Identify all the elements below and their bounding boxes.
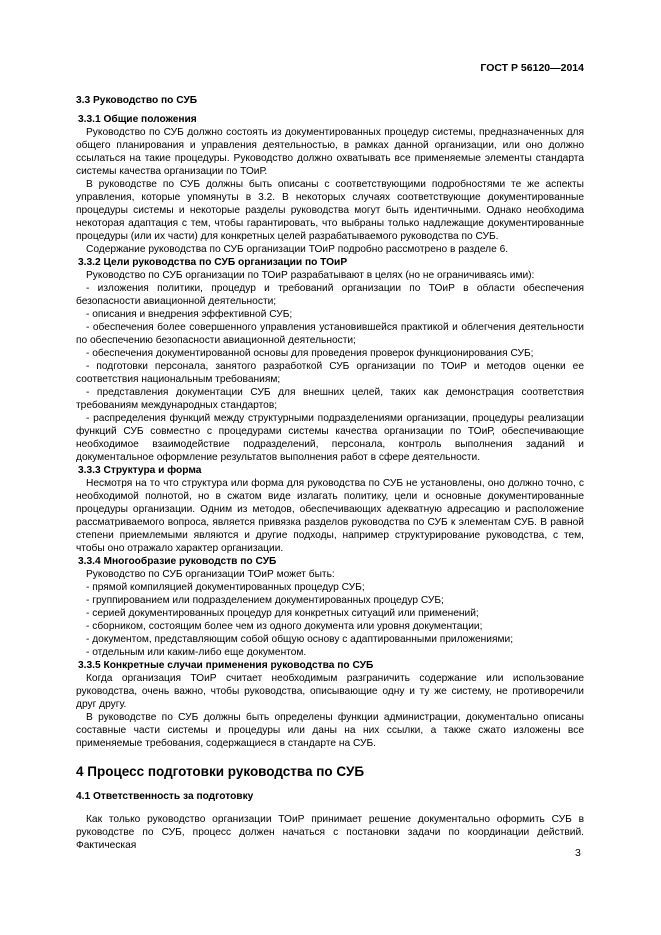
document-body [76, 94, 584, 852]
list-item: - прямой компиляцией документированных процедур СУБ; [86, 582, 365, 593]
paragraph: Как только руководство организации ТОиР принимает решение документально оформить СУБ в руководстве по СУБ, процесс должен начаться с постановки задачи по координации действий. Фактическая [76, 814, 584, 851]
list-item: - изложения политики, процедур и требований организации по ТОиР в области обеспечения безопасности авиационной деятельности; [76, 283, 584, 307]
subsection-heading-3-3-4: 3.3.4 Многообразие руководств по СУБ [78, 556, 277, 567]
subsection-heading-3-3-3: 3.3.3 Структура и форма [78, 465, 202, 476]
list-item: - обеспечения более совершенного управления установившейся практикой и облегчения деятельности по обеспечению безопасности авиационной деятельности; [76, 322, 584, 346]
paragraph: Содержание руководства по СУБ организации ТОиР подробно рассмотрено в разделе 6. [86, 244, 509, 255]
list-item: - сборником, состоящим более чем из одного документа или уровня документации; [86, 621, 483, 632]
paragraph: Когда организация ТОиР считает необходимым разграничить содержание или использование руководства, очень важно, чтобы руководства, описывающие одну и ту же систему, не противоречили друг другу. [76, 673, 584, 710]
list-item: - отдельным или каким-либо еще документом. [86, 647, 307, 658]
paragraph: В руководстве по СУБ должны быть описаны с соответствующими подробностями те же аспекты управления, которые упомянуты в 3.2. В некоторых случаях соответствующие документированные процедуры системы и некоторые разделы руководства могут быть идентичными. Однако необходима некоторая адаптация с тем, чтобы гарантировать, что выбраны только надлежащие документированные процедуры (или их части) для конкретных целей разрабатываемого руководства по СУБ. [76, 179, 584, 242]
list-item: - документом, представляющим собой общую основу с адаптированными приложениями; [86, 634, 514, 645]
paragraph: В руководстве по СУБ должны быть определены функции администрации, документально описаны составные части системы и процедуры или даны на них ссылки, а также сжато изложены все применяемые требования, содержащиеся в стандарте на СУБ. [76, 712, 584, 749]
section-heading-4: 4 Процесс подготовки руководства по СУБ [76, 764, 365, 779]
page-number: 3 [575, 847, 581, 859]
list-item: - описания и внедрения эффективной СУБ; [86, 309, 293, 320]
paragraph: Руководство по СУБ организации ТОиР может быть: [86, 569, 335, 580]
list-item: - обеспечения документированной основы для проведения проверок функционирования СУБ; [86, 348, 534, 359]
paragraph: Несмотря на то что структура или форма для руководства по СУБ не установлены, оно должно точно, с необходимой полнотой, но в сжатом виде излагать политику, цели и основные документированные процедуры организации. Одним из методов, обеспечивающих адекватную адресацию и расположение рассматриваемого вопроса, является привязка разделов руководства по СУБ к элементам СУБ. В равной степени приемлемыми являются и другие подходы, например структурирование руководства, с тем, чтобы оно отражало характер организации. [76, 478, 584, 554]
document-header: ГОСТ Р 56120—2014 [480, 62, 584, 74]
list-item: - серией документированных процедур для конкретных ситуаций или применений; [86, 608, 479, 619]
subsection-heading-3-3-1: 3.3.1 Общие положения [78, 114, 197, 125]
section-heading-4-1: 4.1 Ответственность за подготовку [76, 791, 254, 802]
list-item: - подготовки персонала, занятого разработкой СУБ организации по ТОиР и методов оценки ее соответствия национальным требованиям; [76, 361, 584, 385]
paragraph: Руководство по СУБ организации по ТОиР разрабатывают в целях (но не ограничиваясь ими): [86, 270, 535, 281]
list-item: - группированием или подразделением документированных процедур СУБ; [86, 595, 444, 606]
list-item: - распределения функций между структурными подразделениями организации, процедуры реализации функций СУБ совместно с процедурами системы качества организации по ТОиР, обеспечивающие необходимое взаимодействие подразделений, персонала, контроль выполнения заданий и документальное оформление результатов выполнения работ в сфере деятельности. [76, 413, 584, 463]
list-item: - представления документации СУБ для внешних целей, таких как демонстрация соответствия требованиям международных стандартов; [76, 387, 584, 411]
section-heading-3-3: 3.3 Руководство по СУБ [76, 95, 198, 106]
subsection-heading-3-3-5: 3.3.5 Конкретные случаи применения руководства по СУБ [78, 660, 374, 671]
subsection-heading-3-3-2: 3.3.2 Цели руководства по СУБ организации по ТОиР [78, 257, 348, 268]
paragraph: Руководство по СУБ должно состоять из документированных процедур системы, предназначенных для общего планирования и управления деятельностью, в рамках данной организации, или оно должно ссылаться на такие процедуры. Руководство должно охватывать все применяемые элементы стандарта системы качества организации по ТОиР. [76, 127, 584, 177]
